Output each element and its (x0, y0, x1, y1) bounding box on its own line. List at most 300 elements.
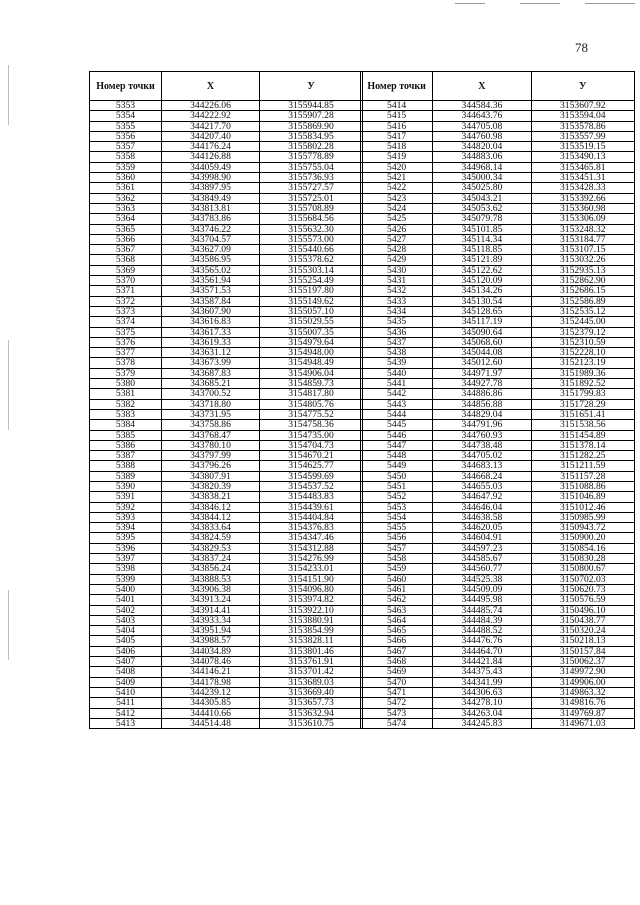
cell-x: 343906.38 (162, 584, 260, 594)
cell-point-number: 5402 (90, 605, 162, 615)
cell-y: 3155440.66 (260, 245, 363, 255)
cell-x: 345122.62 (433, 265, 531, 275)
cell-x: 344178.98 (162, 677, 260, 687)
table-header-row (361, 72, 635, 101)
cell-y: 3151651.41 (531, 409, 634, 419)
cell-point-number: 5414 (361, 101, 433, 111)
cell-point-number: 5472 (361, 698, 433, 708)
cell-x: 344245.83 (433, 718, 531, 728)
cell-point-number: 5370 (90, 276, 162, 286)
table-row (90, 533, 363, 543)
cell-point-number: 5464 (361, 615, 433, 625)
cell-x: 344034.89 (162, 646, 260, 656)
table-row (90, 636, 363, 646)
cell-x: 343780.10 (162, 440, 260, 450)
table-row (90, 358, 363, 368)
cell-y: 3153451.31 (531, 173, 634, 183)
cell-y: 3152445.00 (531, 317, 634, 327)
cell-x: 343700.52 (162, 389, 260, 399)
table-row (90, 142, 363, 152)
table-row (361, 646, 635, 656)
table-row (90, 615, 363, 625)
scan-artifact-left (8, 590, 9, 660)
cell-x: 344585.67 (433, 554, 531, 564)
cell-x: 344176.24 (162, 142, 260, 152)
cell-x: 344883.06 (433, 152, 531, 162)
table-row (90, 183, 363, 193)
cell-x: 343704.57 (162, 234, 260, 244)
cell-y: 3150438.77 (531, 615, 634, 625)
cell-point-number: 5408 (90, 667, 162, 677)
cell-x: 344646.04 (433, 502, 531, 512)
cell-point-number: 5386 (90, 440, 162, 450)
cell-point-number: 5467 (361, 646, 433, 656)
header-point-number: Номер точки (90, 72, 162, 101)
cell-x: 343783.86 (162, 214, 260, 224)
cell-y: 3155736.93 (260, 173, 363, 183)
cell-x: 344278.10 (433, 698, 531, 708)
cell-point-number: 5447 (361, 440, 433, 450)
cell-point-number: 5410 (90, 687, 162, 697)
table-row (361, 286, 635, 296)
cell-point-number: 5415 (361, 111, 433, 121)
table-row (361, 111, 635, 121)
cell-x: 343913.24 (162, 595, 260, 605)
table-row (361, 193, 635, 203)
cell-point-number: 5363 (90, 203, 162, 213)
cell-x: 344760.93 (433, 430, 531, 440)
cell-point-number: 5471 (361, 687, 433, 697)
cell-point-number: 5382 (90, 399, 162, 409)
cell-point-number: 5419 (361, 152, 433, 162)
table-row (90, 646, 363, 656)
cell-x: 345118.85 (433, 245, 531, 255)
cell-x: 344643.76 (433, 111, 531, 121)
cell-y: 3153657.73 (260, 698, 363, 708)
cell-y: 3151454.89 (531, 430, 634, 440)
cell-y: 3155802.28 (260, 142, 363, 152)
cell-x: 344971.97 (433, 368, 531, 378)
table-row (90, 502, 363, 512)
table-row (90, 481, 363, 491)
cell-point-number: 5421 (361, 173, 433, 183)
cell-x: 344222.92 (162, 111, 260, 121)
table-row (361, 605, 635, 615)
cell-x: 344620.05 (433, 523, 531, 533)
cell-x: 344738.48 (433, 440, 531, 450)
cell-x: 344126.88 (162, 152, 260, 162)
cell-x: 343586.95 (162, 255, 260, 265)
table-row (90, 409, 363, 419)
cell-x: 344604.91 (433, 533, 531, 543)
cell-point-number: 5375 (90, 327, 162, 337)
table-row (361, 368, 635, 378)
cell-x: 344584.36 (433, 101, 531, 111)
table-row (361, 234, 635, 244)
cell-y: 3153974.82 (260, 595, 363, 605)
cell-point-number: 5361 (90, 183, 162, 193)
cell-x: 344421.84 (433, 657, 531, 667)
cell-point-number: 5426 (361, 224, 433, 234)
cell-point-number: 5369 (90, 265, 162, 275)
table-row (90, 265, 363, 275)
cell-x: 343897.95 (162, 183, 260, 193)
cell-y: 3150800.67 (531, 564, 634, 574)
table-row (90, 234, 363, 244)
table-row (361, 481, 635, 491)
cell-y: 3152535.12 (531, 306, 634, 316)
table-row (90, 173, 363, 183)
cell-x: 344476.76 (433, 636, 531, 646)
cell-point-number: 5445 (361, 420, 433, 430)
table-row (361, 708, 635, 718)
cell-point-number: 5463 (361, 605, 433, 615)
table-row (90, 111, 363, 121)
cell-y: 3150062.37 (531, 657, 634, 667)
table-row (361, 636, 635, 646)
cell-y: 3155907.28 (260, 111, 363, 121)
table-row (90, 224, 363, 234)
cell-point-number: 5468 (361, 657, 433, 667)
cell-y: 3152228.10 (531, 348, 634, 358)
cell-x: 345114.34 (433, 234, 531, 244)
cell-point-number: 5453 (361, 502, 433, 512)
cell-point-number: 5383 (90, 409, 162, 419)
cell-y: 3151211.59 (531, 461, 634, 471)
cell-y: 3154537.52 (260, 481, 363, 491)
cell-x: 345000.34 (433, 173, 531, 183)
table-row (361, 317, 635, 327)
cell-y: 3155727.57 (260, 183, 363, 193)
table-row (361, 667, 635, 677)
cell-point-number: 5353 (90, 101, 162, 111)
table-row (90, 152, 363, 162)
cell-point-number: 5389 (90, 471, 162, 481)
cell-y: 3153107.15 (531, 245, 634, 255)
cell-y: 3151282.25 (531, 451, 634, 461)
cell-x: 344820.04 (433, 142, 531, 152)
cell-point-number: 5432 (361, 286, 433, 296)
cell-point-number: 5367 (90, 245, 162, 255)
table-row (90, 461, 363, 471)
cell-y: 3154404.84 (260, 512, 363, 522)
cell-point-number: 5449 (361, 461, 433, 471)
header-x: Х (162, 72, 260, 101)
table-row (90, 348, 363, 358)
table-row (361, 265, 635, 275)
cell-point-number: 5460 (361, 574, 433, 584)
table-row (361, 543, 635, 553)
cell-y: 3155632.30 (260, 224, 363, 234)
cell-point-number: 5436 (361, 327, 433, 337)
cell-point-number: 5451 (361, 481, 433, 491)
cell-x: 344886.86 (433, 389, 531, 399)
cell-point-number: 5376 (90, 337, 162, 347)
table-row (90, 523, 363, 533)
cell-x: 345120.09 (433, 276, 531, 286)
cell-x: 343758.86 (162, 420, 260, 430)
cell-x: 344207.40 (162, 131, 260, 141)
table-row (90, 317, 363, 327)
cell-x: 343849.49 (162, 193, 260, 203)
cell-y: 3150218.13 (531, 636, 634, 646)
table-row (361, 626, 635, 636)
cell-point-number: 5360 (90, 173, 162, 183)
cell-point-number: 5474 (361, 718, 433, 728)
cell-y: 3153594.04 (531, 111, 634, 121)
cell-x: 343829.53 (162, 543, 260, 553)
scan-artifact-top (455, 3, 485, 4)
cell-y: 3154312.88 (260, 543, 363, 553)
cell-point-number: 5455 (361, 523, 433, 533)
cell-x: 343888.53 (162, 574, 260, 584)
coordinates-table-right (360, 71, 635, 729)
cell-point-number: 5459 (361, 564, 433, 574)
cell-point-number: 5371 (90, 286, 162, 296)
table-row (90, 451, 363, 461)
table-row (361, 306, 635, 316)
cell-x: 344829.04 (433, 409, 531, 419)
cell-x: 343998.90 (162, 173, 260, 183)
cell-point-number: 5409 (90, 677, 162, 687)
table-row (90, 327, 363, 337)
cell-point-number: 5438 (361, 348, 433, 358)
cell-x: 345130.54 (433, 296, 531, 306)
cell-x: 344341.99 (433, 677, 531, 687)
cell-y: 3153801.46 (260, 646, 363, 656)
table-row (361, 718, 635, 728)
cell-point-number: 5405 (90, 636, 162, 646)
table-row (361, 687, 635, 697)
cell-y: 3150496.10 (531, 605, 634, 615)
cell-x: 344485.74 (433, 605, 531, 615)
cell-x: 343571.53 (162, 286, 260, 296)
table-row (90, 306, 363, 316)
cell-point-number: 5425 (361, 214, 433, 224)
cell-y: 3154805.76 (260, 399, 363, 409)
cell-x: 345134.26 (433, 286, 531, 296)
cell-point-number: 5391 (90, 492, 162, 502)
cell-x: 344263.04 (433, 708, 531, 718)
table-row (361, 203, 635, 213)
cell-y: 3154704.73 (260, 440, 363, 450)
cell-y: 3152310.59 (531, 337, 634, 347)
table-row (361, 152, 635, 162)
cell-point-number: 5439 (361, 358, 433, 368)
cell-y: 3154233.01 (260, 564, 363, 574)
cell-x: 344484.39 (433, 615, 531, 625)
cell-y: 3154735.00 (260, 430, 363, 440)
cell-x: 344239.12 (162, 687, 260, 697)
cell-x: 344488.52 (433, 626, 531, 636)
cell-point-number: 5452 (361, 492, 433, 502)
cell-y: 3149816.76 (531, 698, 634, 708)
table-row (361, 245, 635, 255)
table-row (90, 564, 363, 574)
cell-x: 343796.26 (162, 461, 260, 471)
table-row (90, 162, 363, 172)
cell-x: 344217.70 (162, 121, 260, 131)
table-row (361, 337, 635, 347)
cell-y: 3155057.10 (260, 306, 363, 316)
table-row (90, 255, 363, 265)
cell-y: 3153880.91 (260, 615, 363, 625)
cell-y: 3154096.80 (260, 584, 363, 594)
cell-x: 344410.66 (162, 708, 260, 718)
table-row (361, 554, 635, 564)
cell-point-number: 5394 (90, 523, 162, 533)
cell-point-number: 5443 (361, 399, 433, 409)
table-row (90, 337, 363, 347)
cell-point-number: 5458 (361, 554, 433, 564)
cell-point-number: 5404 (90, 626, 162, 636)
table-row (90, 543, 363, 553)
cell-x: 344146.21 (162, 667, 260, 677)
table-row (90, 698, 363, 708)
table-row (361, 296, 635, 306)
cell-y: 3153761.91 (260, 657, 363, 667)
cell-x: 343807.91 (162, 471, 260, 481)
cell-x: 343846.12 (162, 502, 260, 512)
header-y: У (260, 72, 363, 101)
cell-point-number: 5407 (90, 657, 162, 667)
cell-point-number: 5473 (361, 708, 433, 718)
cell-y: 3154276.99 (260, 554, 363, 564)
cell-x: 343617.33 (162, 327, 260, 337)
cell-point-number: 5422 (361, 183, 433, 193)
cell-point-number: 5418 (361, 142, 433, 152)
table-row (90, 584, 363, 594)
cell-point-number: 5440 (361, 368, 433, 378)
cell-x: 343768.47 (162, 430, 260, 440)
cell-y: 3151989.36 (531, 368, 634, 378)
cell-y: 3153360.98 (531, 203, 634, 213)
cell-point-number: 5390 (90, 481, 162, 491)
cell-x: 344968.14 (433, 162, 531, 172)
coordinates-table-left (89, 71, 363, 729)
cell-x: 344495.98 (433, 595, 531, 605)
cell-x: 344078.46 (162, 657, 260, 667)
cell-y: 3154758.36 (260, 420, 363, 430)
cell-point-number: 5462 (361, 595, 433, 605)
cell-point-number: 5398 (90, 564, 162, 574)
cell-point-number: 5385 (90, 430, 162, 440)
cell-y: 3150943.72 (531, 523, 634, 533)
table-row (361, 492, 635, 502)
table-row (90, 440, 363, 450)
cell-x: 344306.63 (433, 687, 531, 697)
cell-point-number: 5448 (361, 451, 433, 461)
cell-x: 344525.38 (433, 574, 531, 584)
cell-y: 3155197.80 (260, 286, 363, 296)
cell-point-number: 5392 (90, 502, 162, 512)
cell-point-number: 5396 (90, 543, 162, 553)
cell-y: 3151728.29 (531, 399, 634, 409)
cell-point-number: 5365 (90, 224, 162, 234)
cell-y: 3154948.49 (260, 358, 363, 368)
cell-y: 3150900.20 (531, 533, 634, 543)
cell-y: 3153578.86 (531, 121, 634, 131)
cell-y: 3154483.83 (260, 492, 363, 502)
cell-x: 345117.19 (433, 317, 531, 327)
cell-y: 3155303.14 (260, 265, 363, 275)
cell-x: 344927.78 (433, 379, 531, 389)
cell-y: 3153392.66 (531, 193, 634, 203)
cell-y: 3151046.89 (531, 492, 634, 502)
cell-point-number: 5355 (90, 121, 162, 131)
cell-y: 3150620.73 (531, 584, 634, 594)
cell-x: 344509.09 (433, 584, 531, 594)
cell-y: 3153607.92 (531, 101, 634, 111)
cell-y: 3155834.95 (260, 131, 363, 141)
cell-x: 345128.65 (433, 306, 531, 316)
table-row (361, 564, 635, 574)
cell-x: 344791.96 (433, 420, 531, 430)
cell-point-number: 5378 (90, 358, 162, 368)
cell-y: 3153701.42 (260, 667, 363, 677)
cell-y: 3149972.90 (531, 667, 634, 677)
cell-y: 3151799.83 (531, 389, 634, 399)
table-row (90, 595, 363, 605)
cell-y: 3154906.04 (260, 368, 363, 378)
cell-point-number: 5465 (361, 626, 433, 636)
cell-point-number: 5368 (90, 255, 162, 265)
cell-x: 344514.48 (162, 718, 260, 728)
cell-x: 344683.13 (433, 461, 531, 471)
cell-x: 343833.64 (162, 523, 260, 533)
cell-y: 3155869.90 (260, 121, 363, 131)
table-row (90, 420, 363, 430)
table-row (361, 420, 635, 430)
table-row (361, 677, 635, 687)
cell-x: 345025.80 (433, 183, 531, 193)
table-row (90, 276, 363, 286)
cell-point-number: 5384 (90, 420, 162, 430)
cell-point-number: 5364 (90, 214, 162, 224)
table-row (90, 492, 363, 502)
table-row (90, 245, 363, 255)
table-row (361, 698, 635, 708)
header-point-number: Номер точки (361, 72, 433, 101)
cell-x: 344647.92 (433, 492, 531, 502)
table-row (361, 162, 635, 172)
scan-artifact-top (520, 3, 560, 4)
cell-y: 3155684.56 (260, 214, 363, 224)
cell-y: 3153490.13 (531, 152, 634, 162)
table-row (361, 348, 635, 358)
cell-x: 343988.57 (162, 636, 260, 646)
cell-y: 3153519.15 (531, 142, 634, 152)
table-row (361, 451, 635, 461)
table-row (90, 718, 363, 728)
cell-y: 3152862.90 (531, 276, 634, 286)
cell-point-number: 5381 (90, 389, 162, 399)
table-row (90, 286, 363, 296)
cell-point-number: 5450 (361, 471, 433, 481)
table-row (361, 533, 635, 543)
table-row (90, 605, 363, 615)
cell-point-number: 5457 (361, 543, 433, 553)
cell-point-number: 5431 (361, 276, 433, 286)
scan-artifact-top (585, 3, 635, 4)
cell-y: 3153922.10 (260, 605, 363, 615)
cell-y: 3153557.99 (531, 131, 634, 141)
table-row (90, 399, 363, 409)
cell-x: 344305.85 (162, 698, 260, 708)
cell-point-number: 5395 (90, 533, 162, 543)
table-row (90, 471, 363, 481)
table-row (90, 214, 363, 224)
